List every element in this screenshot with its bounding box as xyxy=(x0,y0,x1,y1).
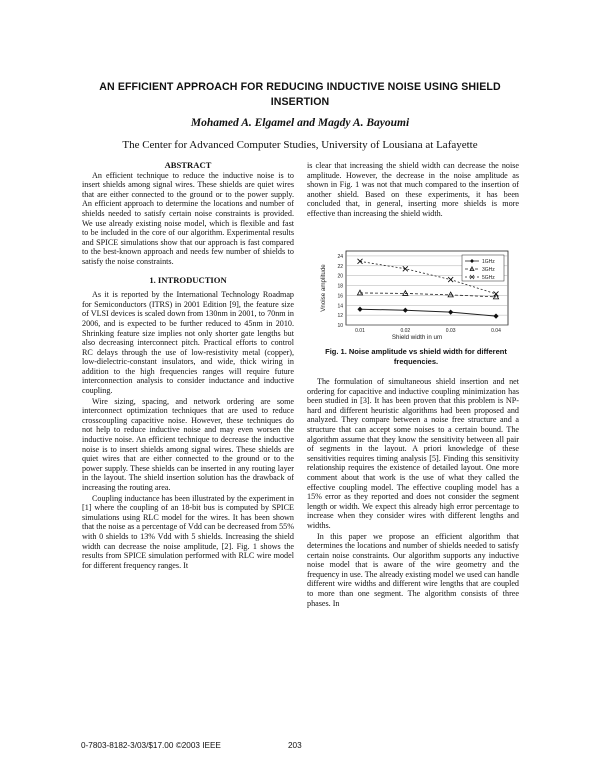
y-tick-label: 20 xyxy=(337,273,343,280)
left-column xyxy=(82,161,294,570)
series-line-3GHz xyxy=(360,293,496,297)
intro-paragraph-2: Wire sizing, spacing, and network ordering are some interconnect optimization techniques that are used to reduce crosscoupling capacitive noise. However, these techniques do not help to reduce inductive noise and may even worsen the inductive noise. An efficient technique to decrease the inductive noise is to insert shields among signal wires. These shields are quiet wires that are either connected to the ground or to the power supply. These shields can be inserted in any routing layer in the layout. The shield insertion solution has the drawback of increasing the routing area. xyxy=(82,396,294,492)
paper-title: AN EFFICIENT APPROACH FOR REDUCING INDUCTIVE NOISE USING SHIELD INSERTION xyxy=(99,81,501,108)
right-paragraph-1: The formulation of simultaneous shield insertion and net ordering for capacitive and inductive coupling minimization has been studied in [3]. It has been proven that this problem is NP-hard and different heuristic algorithms had been proposed and analyzed. They compare between a noise free structure and a structure that can accept some noises to a certain bound. The algorithm assume that they know the sensitivity between all pair of segments in the layout. A priori knowledge of these sensitivities requires timing analysis [5]. Finding this sensitivity relationship requires the existence of detailed layout. One more comment about that work is the use of what they called the effective coupling model. The effective coupling model has a 15% error as they reported and does not consider the segment length or width. We expect this already high error percentage to increase when they consider wires with different lengths and widths. xyxy=(307,377,519,530)
x-tick-label: 0.02 xyxy=(400,328,411,334)
x-tick-label: 0.04 xyxy=(491,328,501,334)
paper-authors: Mohamed A. Elgamel and Magdy A. Bayoumi xyxy=(190,117,410,129)
legend-label: 1GHz xyxy=(482,259,495,265)
y-tick-label: 24 xyxy=(337,253,343,260)
data-point-3GHz xyxy=(357,290,362,295)
paper-affiliation: The Center for Advanced Computer Studies, University of Lousiana at Lafayette xyxy=(122,139,478,151)
data-point-1GHz xyxy=(448,310,453,315)
data-point-1GHz xyxy=(403,308,408,313)
abstract-heading: ABSTRACT xyxy=(164,160,212,170)
y-tick-label: 22 xyxy=(337,263,343,270)
intro-heading: 1. INTRODUCTION xyxy=(149,274,227,285)
y-tick-label: 10 xyxy=(337,323,343,329)
figure-caption: Fig. 1. Noise amplitude vs shield width for different frequencies. xyxy=(325,347,507,366)
right-column-bottom xyxy=(307,377,519,608)
page-number: 203 xyxy=(288,741,302,750)
x-tick-label: 0.01 xyxy=(355,328,365,334)
data-point-5GHz xyxy=(494,291,499,296)
y-tick-label: 18 xyxy=(337,283,343,290)
y-axis-label: Vnoise amplitude xyxy=(320,264,327,312)
intro-paragraph-1: As it is reported by the International Technology Roadmap for Semiconductors (ITRS) in 2001 Edition [9], the feature size of VLSI devices is scaled down from 130nm in 2001, to 70nm in 2006, and is expected to be further reduced to 45nm in 2010. Shrinking feature size implies not only shorter gate lengths but also decreasing interconnect pitch. Practical efforts to control RC delays through the use of low-resistivity metal (copper), low-dielectric-constant insulators, and wide, thick wiring in addition to the high frequencies ranges will require future interconnection analysis to consider inductance and inductive coupling. xyxy=(82,290,294,396)
legend-label: 5GHz xyxy=(482,275,495,281)
noise-chart xyxy=(316,245,513,345)
data-point-1GHz xyxy=(493,314,498,319)
right-paragraph-2: In this paper we propose an efficient algorithm that determines the locations and number of shields needed to satisfy certain noise constraints. Our algorithm supports any inductive noise model that is aware of the wire geometry and the frequency in use. The already existing model we used can handle different wire widths and different wire lengths that are coupled to more than one segment. The algorithm consists of three phases. In xyxy=(307,531,519,608)
data-point-1GHz xyxy=(357,307,362,312)
right-column-top xyxy=(307,161,519,219)
y-tick-label: 12 xyxy=(337,313,343,320)
y-tick-label: 14 xyxy=(337,303,343,310)
data-point-5GHz xyxy=(448,277,453,282)
y-tick-label: 16 xyxy=(337,293,343,300)
legend-label: 3GHz xyxy=(482,267,495,273)
x-tick-label: 0.03 xyxy=(445,328,456,334)
footer-isbn: 0-7803-8182-3/03/$17.00 ©2003 IEEE xyxy=(81,741,221,750)
intro-paragraph-3: Coupling inductance has been illustrated by the experiment in [1] where the coupling of an 18-bit bus is computed by SPICE simulations using RLC model for the wires. It has been shown that the noise as a percentage of Vdd can be decreased from 55% with 0 shields to 13% Vdd with 5 shields. Increasing the shield width can decrease the noise amplitude, [2]. Fig. 1 shows the results from SPICE simulation performed with RLC wire model for different frequency ranges. It xyxy=(82,493,294,570)
x-axis-label: Shield width in um xyxy=(391,334,443,341)
figure-1 xyxy=(316,245,513,345)
right-top-paragraph: is clear that increasing the shield width can decrease the noise amplitude. However, the decrease in the noise amplitude as shown in Fig. 1 was not that much compared to the insertion of another shield. Based on these experiments, it has been concluded that, in general, inserting more shields is more effective than increasing the shield width. xyxy=(307,161,519,218)
abstract-text: An efficient technique to reduce the inductive noise is to insert shields among signal wires. These shields are quiet wires that are either connected to the ground or to the power supply. An efficient approach to determine the locations and number of shields needed to satisfy certain noise constraints is provided. We use already existing noise model, which is flexible and fast to be included in the core of our algorithm. Experimental results and SPICE simulations show that our approach is fast compared to the best-known approach and needs few number of shields to satisfy the noise constraints. xyxy=(82,170,294,266)
